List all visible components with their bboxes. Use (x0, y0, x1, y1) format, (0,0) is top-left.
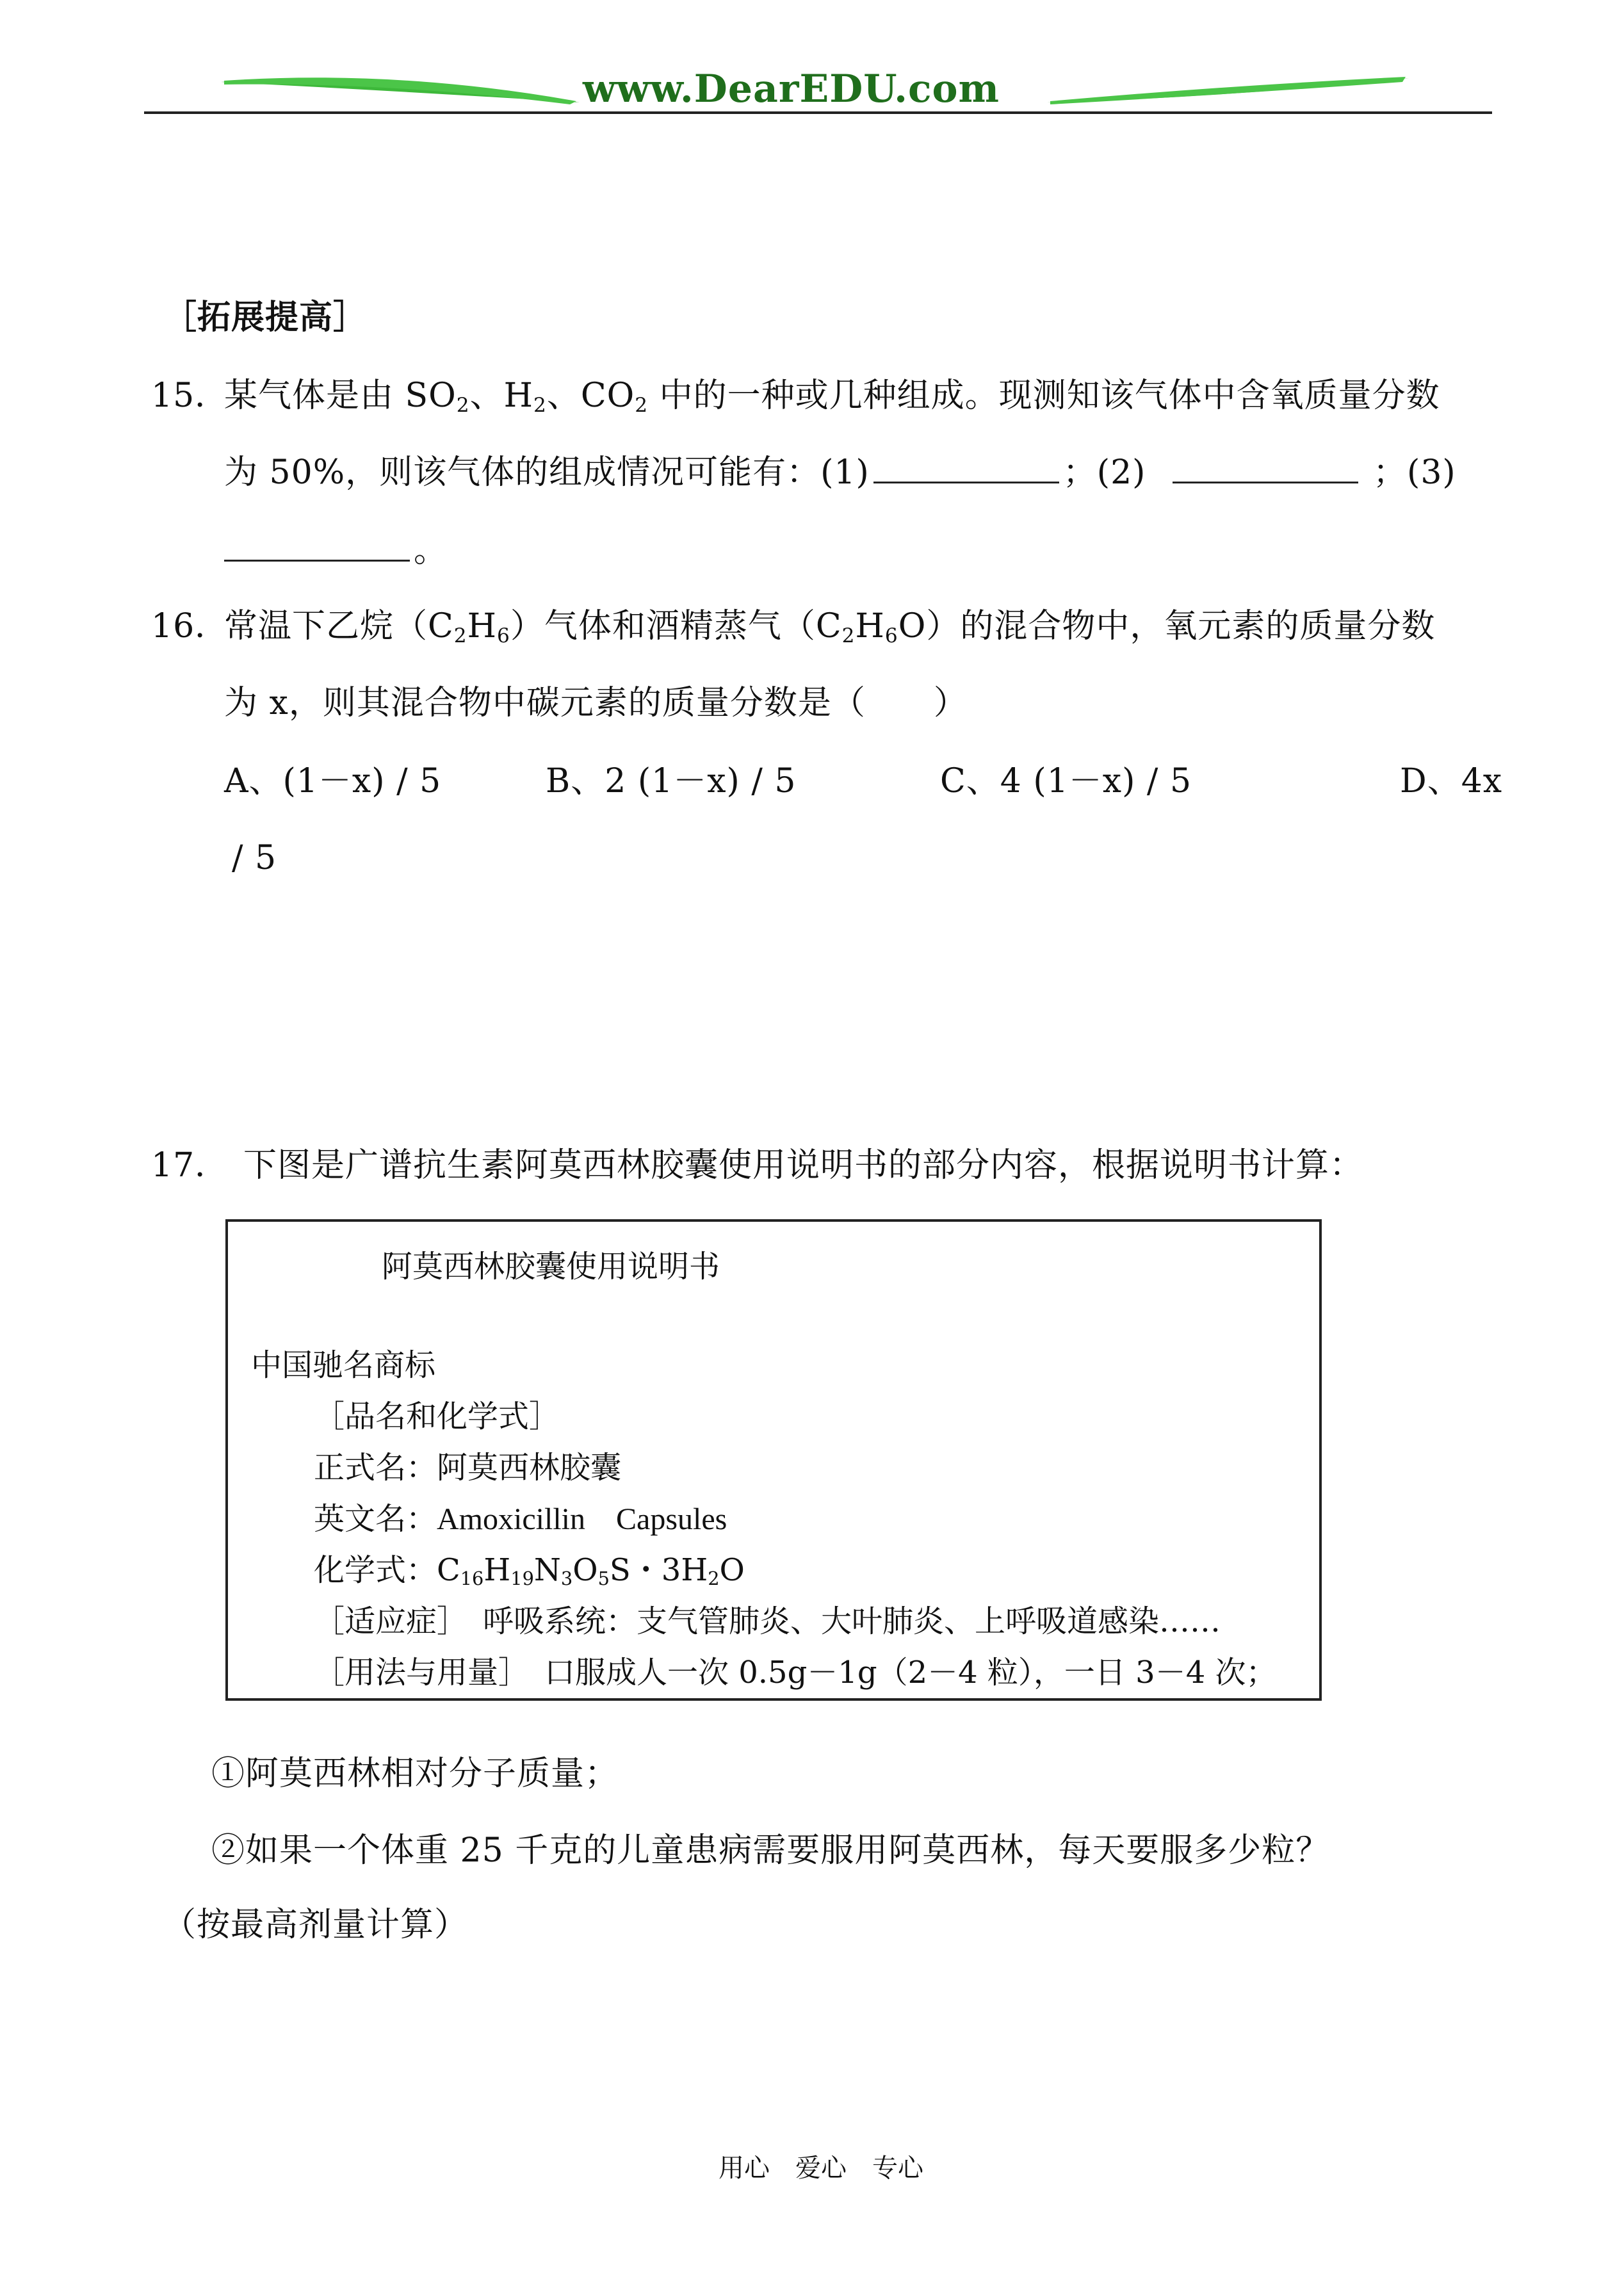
text-span: 某气体是由 SO (224, 377, 457, 415)
sub-question-2-continued: （按最高剂量计算） (163, 1906, 469, 1944)
text-span: 常温下乙烷（C (224, 607, 454, 645)
text-span: ；(3) (1373, 453, 1456, 492)
subscript: 2 (453, 624, 467, 647)
option-a[interactable]: A、(1－x) / 5 (224, 762, 442, 800)
question-number: 16． (151, 607, 229, 645)
text-span: S・3H (609, 1552, 708, 1588)
question-line (224, 607, 1435, 645)
label-brand: 中国驰名商标 (251, 1347, 436, 1383)
medicine-label-box (225, 1219, 1322, 1701)
label-indication: ［适应症］ 呼吸系统：支气管肺炎、大叶肺炎、上呼吸道感染…… (314, 1603, 1221, 1639)
subscript: 3 (560, 1568, 573, 1590)
option-d-continued: / 5 (232, 839, 277, 877)
text-span: 英文名： (314, 1501, 437, 1537)
text-span: ）气体和酒精蒸气（C (510, 607, 842, 645)
question-line (224, 531, 448, 570)
section-title: ［拓展提高］ (163, 298, 368, 337)
text-span: Amoxicillin Capsules (437, 1502, 727, 1536)
question-line (224, 453, 1456, 492)
label-english-name (314, 1501, 727, 1537)
question-number: 17． (151, 1146, 229, 1185)
text-span: H (467, 607, 497, 645)
subscript: 16 (460, 1568, 484, 1590)
label-formal-name: 正式名：阿莫西林胶囊 (314, 1450, 622, 1486)
sub-question-2: ②如果一个体重 25 千克的儿童患病需要服用阿莫西林，每天要服多少粒？ (211, 1831, 1330, 1870)
option-c[interactable]: C、4 (1－x) / 5 (940, 762, 1192, 800)
question-number: 15． (151, 377, 229, 415)
subscript: 5 (597, 1568, 610, 1590)
text-span: 、CO (546, 377, 635, 415)
text-span: H (483, 1552, 511, 1588)
sub-question-1: ①阿莫西林相对分子质量； (211, 1755, 619, 1793)
question-line: 下图是广谱抗生素阿莫西林胶囊使用说明书的部分内容，根据说明书计算： (243, 1146, 1364, 1185)
answer-blank-3[interactable] (224, 531, 410, 562)
label-dosage: ［用法与用量］ 口服成人一次 0.5g－1g（2－4 粒），一日 3－4 次； (314, 1655, 1277, 1691)
text-span: H (855, 607, 885, 645)
text-span: O）的混合物中，氧元素的质量分数 (898, 607, 1436, 645)
subscript: 2 (533, 393, 547, 417)
option-b[interactable]: B、2 (1－x) / 5 (546, 762, 797, 800)
question-line (224, 377, 1440, 415)
text-span: 化学式：C (314, 1552, 460, 1588)
header-logo-text: www.DearEDU.com (583, 67, 1000, 111)
text-span: 为 50%，则该气体的组成情况可能有：(1) (224, 453, 870, 492)
text-span: 中的一种或几种组成。现测知该气体中含氧质量分数 (648, 377, 1440, 415)
label-formula (314, 1552, 745, 1588)
subscript: 2 (841, 624, 856, 647)
subscript: 2 (635, 393, 649, 417)
subscript: 6 (497, 624, 510, 647)
subscript: 2 (708, 1568, 720, 1590)
label-section-name: ［品名和化学式］ (314, 1399, 560, 1434)
text-span: O (719, 1552, 745, 1588)
label-title: 阿莫西林胶囊使用说明书 (382, 1249, 720, 1285)
text-span: 。 (414, 531, 448, 570)
answer-blank-2[interactable] (1173, 453, 1358, 483)
question-line: 为 x，则其混合物中碳元素的质量分数是（ ） (224, 684, 968, 722)
subscript: 19 (510, 1568, 534, 1590)
text-span: ；(2) (1062, 453, 1146, 492)
text-span: O (572, 1552, 598, 1588)
answer-blank-1[interactable] (873, 453, 1059, 483)
page-footer: 用心 爱心 专心 (719, 2153, 923, 2183)
subscript: 2 (456, 393, 470, 417)
subscript: 6 (884, 624, 898, 647)
text-span: N (533, 1552, 561, 1588)
option-d[interactable]: D、4x (1400, 762, 1503, 800)
text-span: 、H (469, 377, 533, 415)
